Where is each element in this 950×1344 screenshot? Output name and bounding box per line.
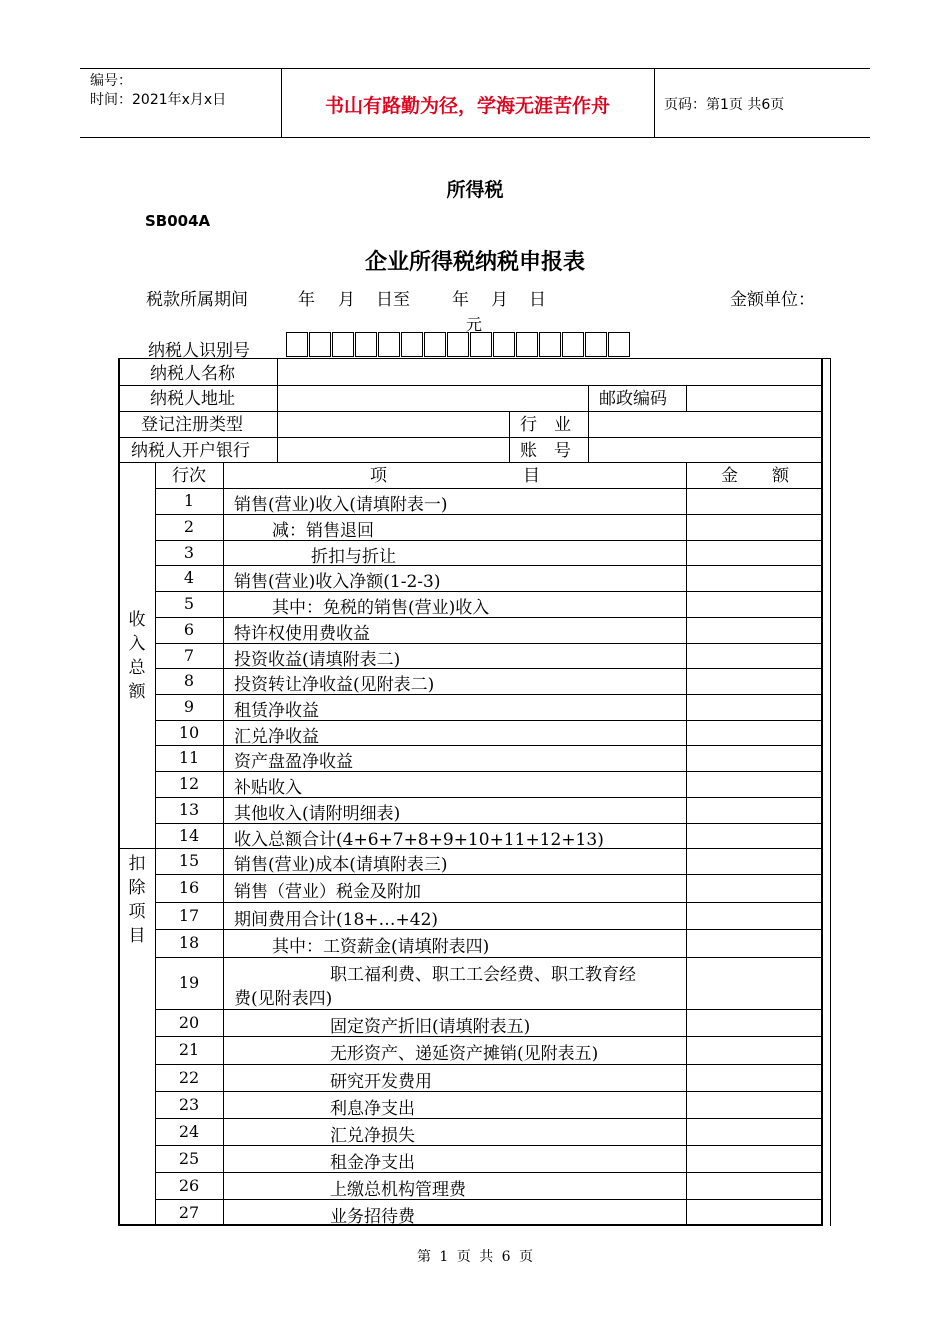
row-number: 17 [178,906,200,925]
row-number: 24 [178,1122,200,1141]
row-number: 23 [178,1095,200,1114]
row-amount-field[interactable] [688,850,820,873]
account-label: 账 号 [520,441,571,461]
row-number: 18 [178,933,200,952]
row-amount-field[interactable] [688,1038,820,1063]
row-number: 16 [178,878,200,897]
row-amount-field[interactable] [688,619,820,642]
row-amount-field[interactable] [688,1066,820,1090]
row-item: 投资收益(请填附表二) [234,650,401,670]
row-amount-field[interactable] [688,645,820,667]
row-item: 销售（营业）税金及附加 [234,882,421,902]
row-item: 上缴总机构管理费 [330,1180,466,1200]
tin-digit-box[interactable] [355,332,377,357]
tin-digit-box[interactable] [424,332,446,357]
row-item: 其中：免税的销售(营业)收入 [272,598,490,618]
taxpayer-name-label: 纳税人名称 [150,364,235,384]
row-amount-field[interactable] [688,1147,820,1171]
header-row-no: 行次 [172,466,206,486]
row-divider [155,591,823,592]
taxpayer-address-field[interactable] [280,389,585,409]
row-item: 职工福利费、职工工会经费、职工教育经 [330,965,636,985]
section-char: 除 [128,878,146,898]
row-number: 21 [178,1040,200,1059]
industry-field[interactable] [591,415,820,435]
grid-line [588,411,589,462]
row-number: 9 [183,697,195,716]
header-meta [90,72,226,110]
row-number: 7 [183,646,195,665]
row-number: 22 [178,1068,200,1087]
row-amount-field[interactable] [688,722,820,744]
row-number: 5 [183,594,195,613]
row-amount-field[interactable] [688,747,820,770]
row-amount-field[interactable] [688,516,820,539]
section-divider [118,848,155,849]
row-number: 19 [178,973,200,992]
grid-line [588,385,589,411]
row-divider [155,1172,823,1173]
row-item: 折扣与折让 [311,547,396,567]
taxpayer-name-field[interactable] [280,364,820,384]
tin-digit-box[interactable] [493,332,515,357]
tin-digit-box[interactable] [562,332,584,357]
grid-line [509,411,510,462]
row-item: 补贴收入 [234,778,302,798]
row-divider [155,1199,823,1200]
row-number: 26 [178,1176,200,1195]
row-amount-field[interactable] [688,799,820,822]
grid-line [223,462,224,1226]
row-item: 利息净支出 [330,1099,415,1119]
row-divider [155,1118,823,1119]
row-number: 6 [183,620,195,639]
section-char: 入 [128,634,146,654]
row-divider [155,929,823,930]
row-amount-field[interactable] [688,876,820,901]
period-from-year: 年 [298,290,315,310]
row-item: 汇兑净损失 [330,1126,415,1146]
tin-digit-box[interactable] [585,332,607,357]
row-divider [155,540,823,541]
row-amount-field[interactable] [688,959,820,1008]
row-item: 减：销售退回 [272,521,374,541]
row-amount-field[interactable] [688,1120,820,1144]
registration-type-label: 登记注册类型 [141,415,243,435]
tin-digit-box[interactable] [309,332,331,357]
header-amount: 金 额 [721,466,789,486]
section-char: 总 [128,658,146,678]
form-title: 企业所得税纳税申报表 [364,250,585,275]
grid-line [118,385,823,386]
row-item: 销售(营业)收入(请填附表一) [234,495,448,515]
row-divider [155,1145,823,1146]
grid-line [686,385,687,411]
row-number: 4 [183,568,195,587]
row-item: 租赁净收益 [234,701,319,721]
period-from-day-to: 日至 [376,290,410,310]
row-number: 11 [178,748,200,767]
section-char: 收 [128,610,146,630]
row-divider [155,514,823,515]
period-label: 税款所属期间 [146,290,248,310]
row-divider [155,848,823,849]
bank-label: 纳税人开户银行 [131,441,250,461]
tin-digit-box[interactable] [378,332,400,357]
form-code: SB004A [145,212,211,230]
row-divider [155,1064,823,1065]
postcode-label: 邮政编码 [599,389,667,409]
section-income [127,608,147,704]
tin-digit-box[interactable] [608,332,630,357]
section-deduction-text [127,852,147,948]
row-divider [155,823,823,824]
row-amount-field[interactable] [688,593,820,616]
tin-label: 纳税人识别号 [148,341,250,361]
row-amount-field[interactable] [688,904,820,928]
header-item: 项 目 [370,466,540,486]
row-divider [155,957,823,958]
section-char: 额 [128,682,146,702]
row-divider [155,617,823,618]
row-amount-field[interactable] [688,490,820,513]
grid-line [118,437,823,438]
row-number: 1 [183,491,195,510]
row-item: 无形资产、递延资产摊销(见附表五) [330,1044,599,1064]
tin-digit-box[interactable] [447,332,469,357]
row-divider [155,902,823,903]
row-item: 资产盘盈净收益 [234,752,353,772]
document-time-label: 时间：2021年x月x日 [90,92,227,108]
row-divider [155,488,823,489]
taxpayer-address-label: 纳税人地址 [150,389,235,409]
account-field[interactable] [591,441,820,461]
registration-type-field[interactable] [280,415,506,435]
row-item: 投资转让净收益(见附表二) [234,675,435,695]
row-amount-field[interactable] [688,825,820,847]
row-amount-field[interactable] [688,542,820,564]
row-divider [155,694,823,695]
row-item: 特许权使用费收益 [234,624,370,644]
row-item: 固定资产折旧(请填附表五) [330,1017,531,1037]
period-to-day: 日 [529,290,546,310]
header-motto: 书山有路勤为径，学海无涯苦作舟 [324,95,610,117]
row-divider [155,565,823,566]
row-divider [155,1036,823,1037]
grid-line [277,359,278,462]
row-amount-field[interactable] [688,670,820,693]
postcode-field[interactable] [690,389,820,409]
row-divider [155,643,823,644]
document-number-label: 编号： [90,73,132,89]
row-item: 其中：工资薪金(请填附表四) [272,937,490,957]
tin-digit-box[interactable] [539,332,561,357]
row-number: 12 [178,774,200,793]
row-amount-field[interactable] [688,696,820,719]
row-item: 租金净支出 [330,1153,415,1173]
row-number: 20 [178,1013,200,1032]
document-title: 所得税 [446,179,504,201]
row-amount-field[interactable] [688,1201,820,1225]
section-income-text [127,608,147,704]
page-footer: 第 1 页 共 6 页 [416,1249,534,1265]
row-amount-field[interactable] [688,773,820,796]
row-number: 10 [178,723,200,742]
tin-digit-box[interactable] [401,332,423,357]
row-number: 15 [178,851,200,870]
row-amount-field[interactable] [688,1093,820,1117]
row-divider [155,668,823,669]
row-divider [155,1009,823,1010]
section-char: 扣 [128,854,146,874]
row-number: 14 [178,826,200,845]
grid-line [686,462,687,1226]
tin-digit-box[interactable] [332,332,354,357]
row-item: 汇兑净收益 [234,727,319,747]
section-char: 项 [128,902,146,922]
row-divider [155,745,823,746]
section-deduction [127,852,147,948]
period-to-month: 月 [491,290,508,310]
row-divider [155,874,823,875]
row-divider [155,720,823,721]
row-number: 13 [178,800,200,819]
tin-digit-box[interactable] [516,332,538,357]
row-number: 27 [178,1203,200,1222]
row-item: 销售(营业)收入净额(1-2-3) [234,572,441,592]
amount-unit-value: 元 [466,315,483,334]
period-from-month: 月 [338,290,355,310]
tin-digit-box[interactable] [286,332,308,357]
row-divider [155,1091,823,1092]
header-page-info: 页码：第1页 共6页 [664,97,785,113]
row-divider [155,797,823,798]
row-item: 研究开发费用 [330,1072,432,1092]
industry-label: 行 业 [520,415,571,435]
row-number: 8 [183,671,195,690]
row-amount-field[interactable] [688,567,820,590]
section-char: 目 [128,926,146,946]
row-item: 销售(营业)成本(请填附表三) [234,855,448,875]
row-item: 其他收入(请附明细表) [234,804,401,824]
header-divider [654,69,655,137]
row-item: 收入总额合计(4+6+7+8+9+10+11+12+13) [234,830,604,850]
period-to-year: 年 [452,290,469,310]
row-amount-field[interactable] [688,931,820,956]
row-number: 3 [183,543,195,562]
page-header [80,68,870,138]
row-divider [155,771,823,772]
row-item: 期间费用合计(18+…+42) [234,910,439,930]
amount-unit-label: 金额单位： [730,290,815,310]
row-number: 25 [178,1149,200,1168]
grid-line [118,411,823,412]
row-amount-field[interactable] [688,1174,820,1198]
row-item: 业务招待费 [330,1207,415,1227]
tin-digit-box[interactable] [470,332,492,357]
row-number: 2 [183,517,195,536]
bank-field[interactable] [280,441,506,461]
row-amount-field[interactable] [688,1011,820,1035]
form-right-border [830,358,831,1226]
row-item-continued: 费(见附表四) [234,989,333,1009]
